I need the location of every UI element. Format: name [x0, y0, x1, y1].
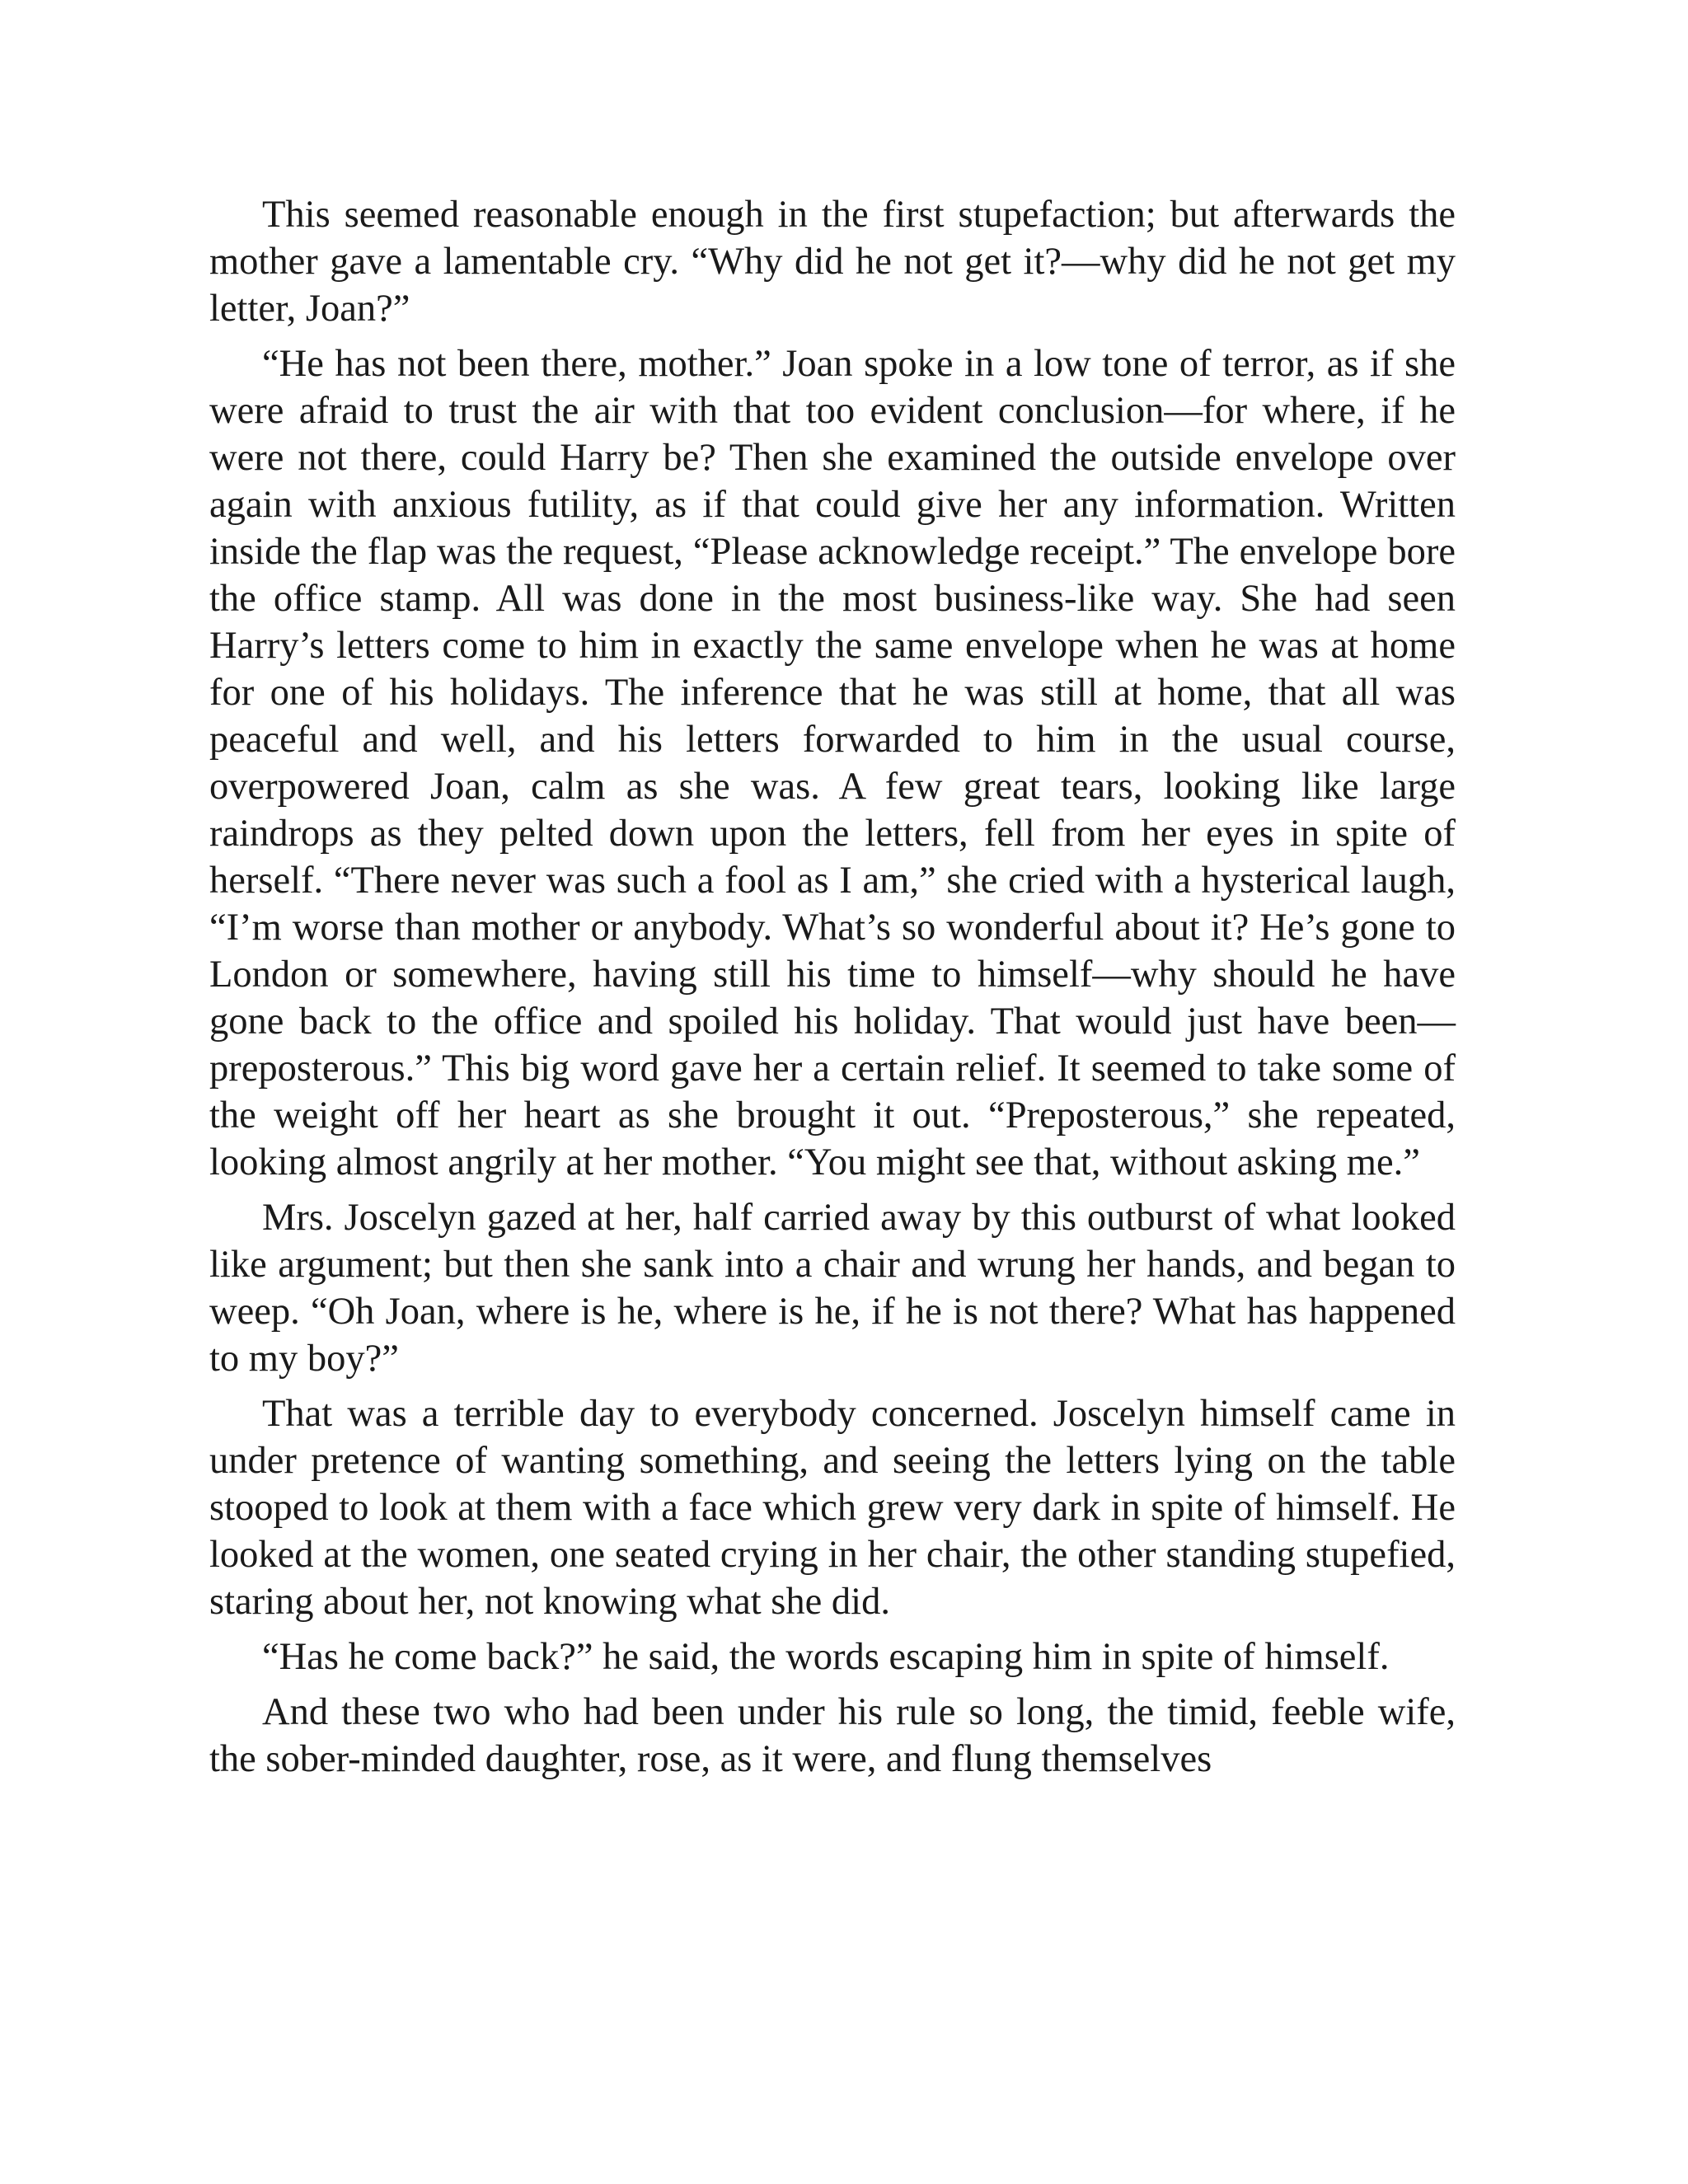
paragraph: “He has not been there, mother.” Joan spoke in a low tone of terror, as if she were afraid to trust the air with that too evident conclusion—for where, if he were not there, could Harry be? Then she examined the outside envelope over again with anxious futility, as if that could give her any information. Written inside the flap was the request, “Please acknowledge receipt.” The envelope bore the office stamp. All was done in the most business-like way. She had seen Harry’s letters come to him in exactly the same envelope when he was at home for one of his holidays. The inference that he was still at home, that all was peaceful and well, and his letters forwarded to him in the usual course, overpowered Joan, calm as she was. A few great tears, looking like large raindrops as they pelted down upon the letters, fell from her eyes in spite of herself. “There never was such a fool as I am,” she cried with a hysterical laugh, “I’m worse than mother or anybody. What’s so wonderful about it? He’s gone to London or somewhere, having still his time to himself—why should he have gone back to the office and spoiled his holiday. That would just have been—preposterous.” This big word gave her a certain relief. It seemed to take some of the weight off her heart as she brought it out. “Preposterous,” she repeated, looking almost angrily at her mother. “You might see that, without asking me.” [209, 343, 1456, 1183]
paragraph: That was a terrible day to everybody concerned. Joscelyn himself came in under pretence of wanting something, and seeing the letters lying on the table stooped to look at them with a face which grew very dark in spite of himself. He looked at the women, one seated crying in her chair, the other standing stupefied, staring about her, not knowing what she did. [209, 1393, 1456, 1623]
paragraph: Mrs. Joscelyn gazed at her, half carried away by this outburst of what looked like argument; but then she sank into a chair and wrung her hands, and began to weep. “Oh Joan, where is he, where is he, if he is not there? What has happened to my boy?” [209, 1197, 1456, 1380]
paragraph: This seemed reasonable enough in the first stupefaction; but afterwards the mother gave a lamentable cry. “Why did he not get it?—why did he not get my letter, Joan?” [209, 194, 1456, 330]
paragraph: “Has he come back?” he said, the words escaping him in spite of himself. [262, 1636, 1390, 1678]
page-body [209, 191, 1456, 1791]
paragraph: And these two who had been under his rule so long, the timid, feeble wife, the sober-minded daughter, rose, as it were, and flung themselves [209, 1691, 1456, 1780]
